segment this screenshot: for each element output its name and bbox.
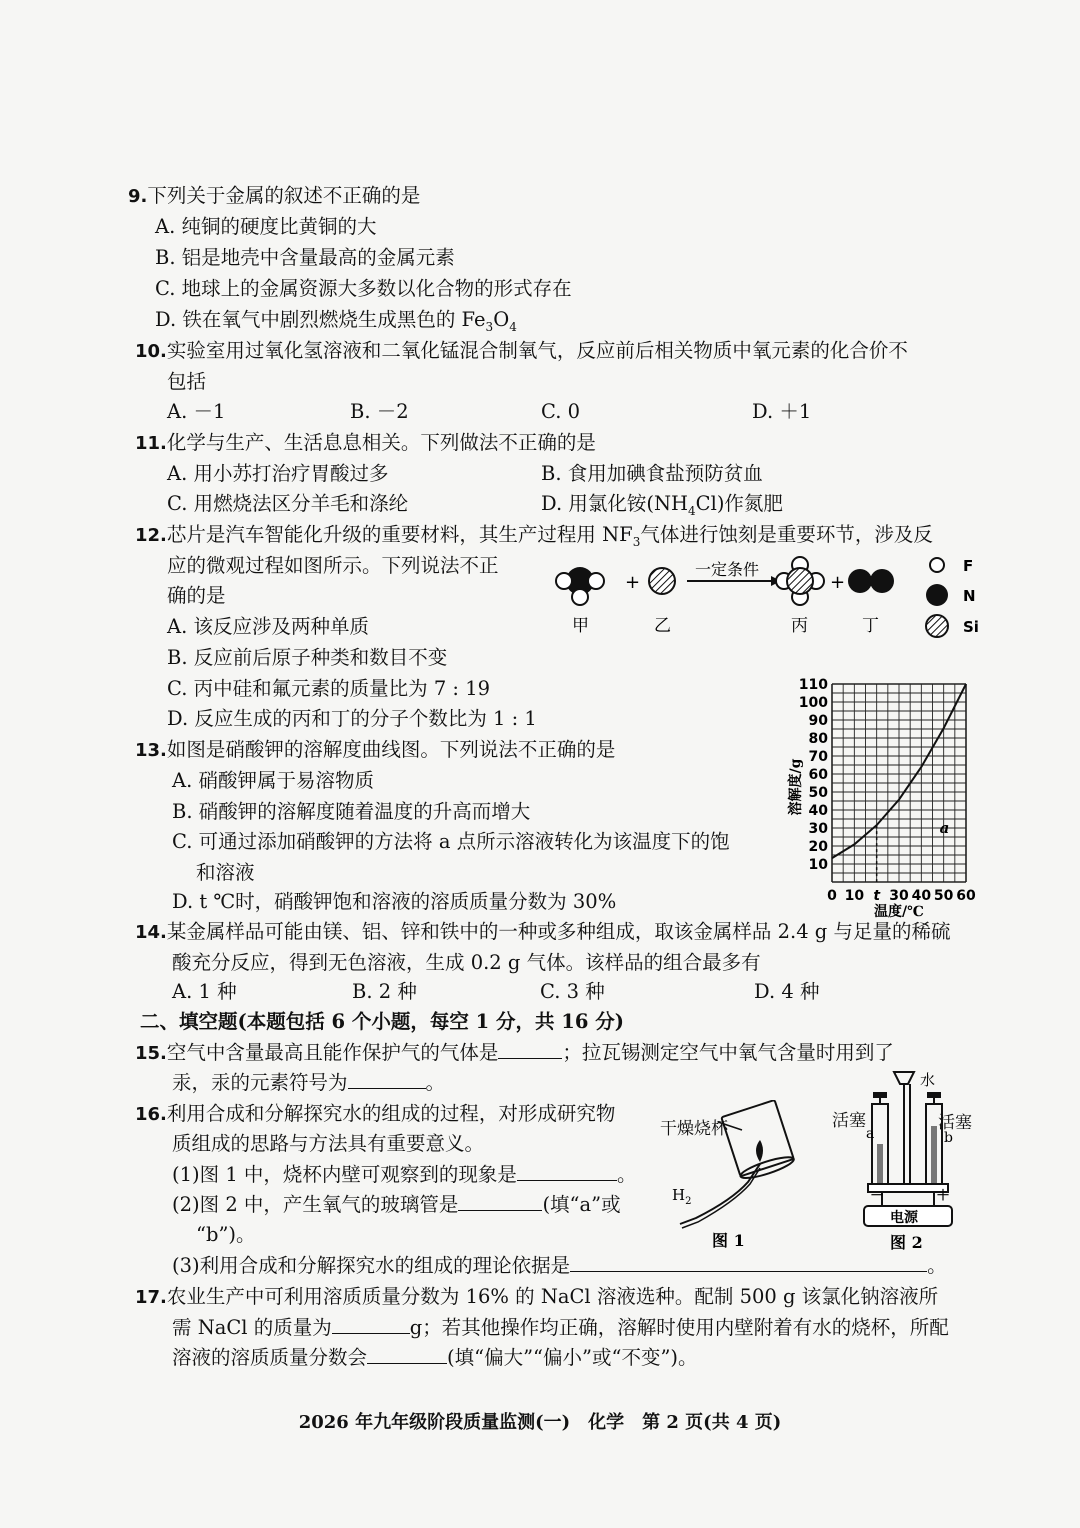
q10-option-b: B. －2: [350, 400, 409, 423]
q11-option-d: D. 用氯化铵$(NH_4Cl)$作氮肥: [541, 492, 783, 518]
x-tick-label: 0: [827, 888, 837, 904]
q12-option-b: B. 反应前后原子种类和数目不变: [167, 646, 448, 669]
q9-option-c: C. 地球上的金属资源大多数以化合物的形式存在: [155, 277, 572, 300]
x-axis-label: 温度/℃: [874, 904, 924, 920]
name-bing: 丙: [791, 616, 808, 636]
q17-line2: 需 NaCl 的质量为 g；若其他操作均正确，溶解时使用内壁附着有水的烧杯，所配: [172, 1316, 949, 1339]
gas-label: $H_2$: [672, 1186, 692, 1207]
q16-blank-2[interactable]: [458, 1192, 542, 1211]
valve-b-icon: [927, 1092, 941, 1098]
y-tick-label: 10: [808, 857, 828, 873]
q13-option-a: A. 硝酸钾属于易溶物质: [172, 769, 374, 792]
point-a-label: a: [939, 819, 950, 837]
electrode-b: [931, 1126, 937, 1184]
name-yi: 乙: [654, 616, 671, 636]
y-tick-label: 30: [808, 821, 828, 837]
q13-option-c-cont: 和溶液: [196, 861, 255, 884]
legend-f-icon: [930, 558, 944, 572]
q11-option-a: A. 用小苏打治疗胃酸过多: [167, 462, 389, 485]
q9-stem-text: 下列关于金属的叙述不正确的是: [147, 184, 421, 207]
figure-2-caption: 图 2: [890, 1233, 923, 1252]
q13-option-b: B. 硝酸钾的溶解度随着温度的升高而增大: [172, 800, 531, 823]
q11-option-b: B. 食用加碘食盐预防贫血: [541, 462, 763, 485]
q14-stem: 14.某金属样品可能由镁、铝、锌和铁中的一种或多种组成，取该金属样品 2.4 g 与足量的稀硫: [135, 920, 951, 943]
q12-stem: 12.芯片是汽车智能化升级的重要材料，其生产过程用 $NF_3$气体进行蚀刻是重要环节，涉及反: [135, 523, 933, 549]
q10-stem: 10.实验室用过氧化氢溶液和二氧化锰混合制氧气，反应前后相关物质中氧元素的化合价不: [135, 339, 908, 362]
figure-2: [830, 1066, 990, 1256]
q12-stem-cont2: 确的是: [167, 584, 226, 607]
q9-option-b: B. 铝是地壳中含量最高的金属元素: [155, 246, 455, 269]
q9-stem: 9.下列关于金属的叙述不正确的是: [128, 184, 421, 207]
legend-n: N: [963, 587, 976, 605]
q17-line1: 17.农业生产中可利用溶质质量分数为 16% 的 NaCl 溶液选种。配制 500 g 该氯化钠溶液所: [135, 1285, 939, 1308]
q15-blank-2[interactable]: [348, 1070, 426, 1089]
solubility-chart: [780, 672, 990, 922]
y-tick-label: 50: [808, 785, 828, 801]
q14-stem-cont: 酸充分反应，得到无色溶液，生成 0.2 g 气体。该样品的组合最多有: [172, 951, 761, 974]
y-tick-label: 20: [808, 839, 828, 855]
plus-sign-2: +: [830, 572, 846, 593]
q15-line1: 15.空气中含量最高且能作保护气的气体是 ；拉瓦锡测定空气中氧气含量时用到了: [135, 1041, 894, 1064]
q16-sub1: (1)图 1 中，烧杯内壁可观察到的现象是 。: [172, 1163, 637, 1186]
valve-a-icon: [873, 1092, 887, 1098]
y-tick-label: 100: [798, 695, 828, 711]
q12-option-a: A. 该反应涉及两种单质: [167, 615, 369, 638]
q17-blank-1[interactable]: [332, 1315, 410, 1334]
q16-stem: 16.利用合成和分解探究水的组成的过程，对形成研究物: [135, 1102, 616, 1125]
q16-sub2-cont: “b”)。: [196, 1223, 256, 1246]
x-tick-label: 50: [933, 888, 954, 904]
water-label: 水: [920, 1071, 936, 1089]
x-tick-label: 30: [889, 888, 909, 904]
x-tick-label: 10: [844, 888, 865, 904]
y-tick-label: 40: [808, 803, 828, 819]
label-a: a: [866, 1126, 875, 1142]
valve-right-label: 活塞: [938, 1113, 972, 1133]
page-footer: 2026 年九年级阶段质量监测(一) 化学 第 2 页(共 4 页): [298, 1412, 782, 1433]
q14-option-a: A. 1 种: [172, 980, 237, 1003]
molecule-bing-icon: [776, 557, 824, 605]
molecule-yi-icon: [649, 568, 675, 594]
funnel-icon: [894, 1072, 914, 1084]
legend-si-icon: [926, 615, 948, 637]
x-tick-label: 60: [956, 888, 976, 904]
q15-line2: 汞，汞的元素符号为 。: [172, 1071, 446, 1094]
q17-blank-2[interactable]: [367, 1345, 447, 1364]
molecule-jia-icon: [556, 567, 604, 605]
y-tick-label: 90: [808, 713, 828, 729]
section-title: 二、填空题(本题包括 6 个小题，每空 1 分，共 16 分): [140, 1010, 624, 1033]
q10-option-c: C. 0: [541, 400, 581, 423]
q12-option-c: C. 丙中硅和氟元素的质量比为 7 : 19: [167, 677, 491, 700]
q10-stem-cont: 包括: [167, 370, 207, 393]
reaction-diagram: [545, 553, 985, 648]
y-tick-label: 80: [808, 731, 828, 747]
label-b: b: [944, 1130, 953, 1146]
q16-sub2: (2)图 2 中，产生氧气的玻璃管是 (填“a”或: [172, 1193, 621, 1216]
q10-option-a: A. －1: [167, 400, 226, 423]
q12-option-d: D. 反应生成的丙和丁的分子个数比为 1 : 1: [167, 707, 537, 730]
q16-blank-1[interactable]: [517, 1162, 617, 1181]
q14-option-c: C. 3 种: [540, 980, 605, 1003]
power-label: 电源: [890, 1210, 918, 1226]
q12-stem-cont: 应的微观过程如图所示。下列说法不正: [167, 554, 499, 577]
q11-option-c: C. 用燃烧法区分羊毛和涤纶: [167, 492, 409, 515]
q13-stem: 13.如图是硝酸钾的溶解度曲线图。下列说法不正确的是: [135, 738, 616, 761]
q17-line3: 溶液的溶质质量分数会 (填“偏大”“偏小”或“不变”)。: [172, 1346, 698, 1369]
flame-icon: [756, 1140, 763, 1162]
q10-option-d: D. ＋1: [752, 400, 812, 423]
q9-option-a: A. 纯铜的硬度比黄铜的大: [155, 215, 377, 238]
name-jia: 甲: [572, 616, 589, 636]
q11-stem: 11.化学与生产、生活息息相关。下列做法不正确的是: [135, 431, 596, 454]
q14-option-d: D. 4 种: [754, 980, 820, 1003]
molecule-ding-icon: [848, 569, 894, 593]
q16-sub3: (3)利用合成和分解探究水的组成的理论依据是 。: [172, 1254, 947, 1277]
q16-stem-cont: 质组成的思路与方法具有重要意义。: [172, 1132, 485, 1155]
electrode-a: [877, 1144, 883, 1184]
q15-blank-1[interactable]: [498, 1040, 562, 1059]
x-tick-label: 40: [911, 888, 932, 904]
figure-1-caption: 图 1: [712, 1231, 745, 1250]
valve-left-label: 活塞: [832, 1111, 866, 1131]
legend-si: Si: [963, 618, 979, 636]
beaker-label: 干燥烧杯: [660, 1119, 728, 1139]
plus-sign-1: +: [625, 572, 641, 593]
q9-option-d: D. 铁在氧气中剧烈燃烧生成黑色的 $Fe_3O_4$: [155, 308, 517, 334]
q14-option-b: B. 2 种: [352, 980, 417, 1003]
reaction-condition: 一定条件: [695, 560, 760, 579]
q13-option-d: D. t ℃时，硝酸钾饱和溶液的溶质质量分数为 30%: [172, 890, 617, 913]
y-tick-label: 70: [808, 749, 828, 765]
legend-n-icon: [926, 584, 948, 606]
legend-f: F: [963, 557, 974, 575]
name-ding: 丁: [862, 616, 879, 636]
x-tick-label: t: [873, 888, 881, 904]
y-tick-label: 60: [808, 767, 828, 783]
plus-label: ＋: [936, 1188, 950, 1204]
y-tick-label: 110: [798, 677, 828, 693]
y-axis-label: 溶解度/g: [788, 758, 804, 816]
minus-label: －: [870, 1188, 884, 1204]
q13-option-c: C. 可通过添加硝酸钾的方法将 a 点所示溶液转化为该温度下的饱: [172, 830, 730, 853]
